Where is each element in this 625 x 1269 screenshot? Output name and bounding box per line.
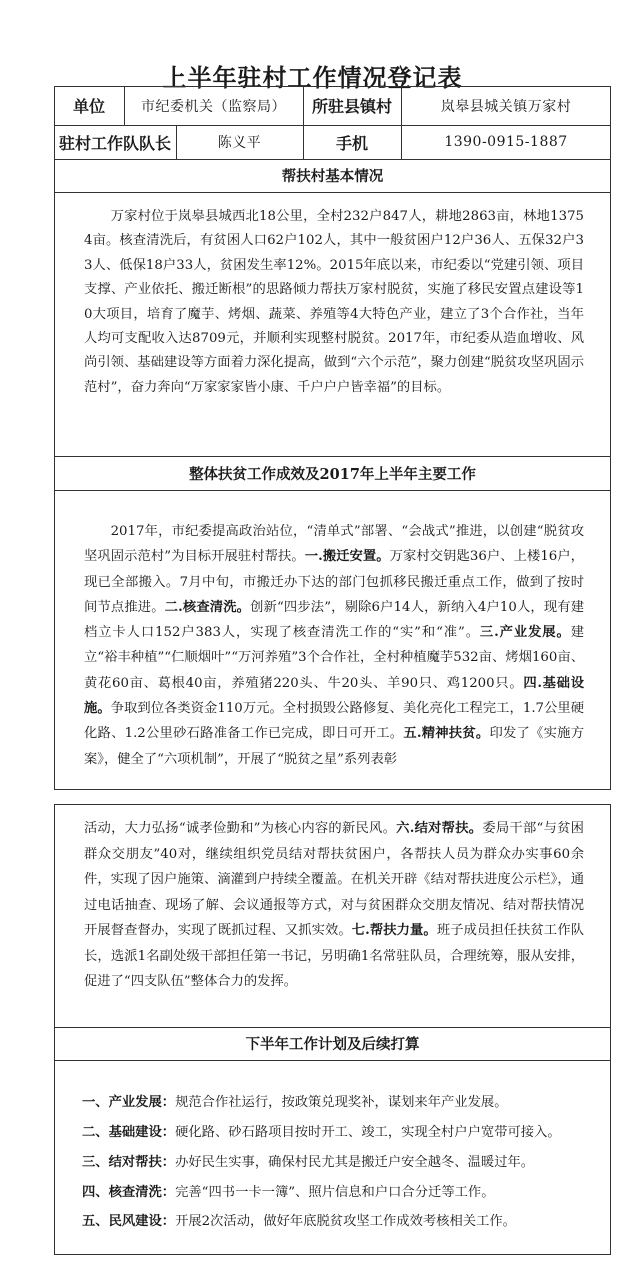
next-plan-item <box>82 1091 592 1110</box>
work-results-bold-heading: 三.产业发展。 <box>479 625 571 641</box>
village-label: 所驻县镇村 <box>311 97 392 116</box>
form-title: 上半年驻村工作情况登记表 <box>162 63 463 92</box>
next-plan-item-text: 硬化路、砂石路项目按时开工、竣工，实现全村户户宽带可接入。 <box>175 1125 561 1140</box>
work-results-text-run: 争取到位各类资金110万元。全村损毁公路修复、美化亮化工程完工，1.7公里硬化路、1.2公里砂石路准备工作已完成，即日可开工。 <box>84 701 585 742</box>
section-village-basics-heading: 帮扶村基本情况 <box>281 168 384 185</box>
next-plan-item <box>82 1210 592 1229</box>
work-results-bold-heading: 五.精神扶贫。 <box>403 726 490 742</box>
work-results-cont-text-run: 班子成员担任扶贫工作队长，选派1名副处级干部担任第一书记，另明确1名常驻队员，合理统筹，服从安排，促进了“四支队伍”整体合力的发挥。 <box>84 923 585 989</box>
work-results-text-run: 建立“裕丰种植”“仁顺烟叶”“万河养殖”3个合作社，全村种植魔芋532亩、烤烟160亩、黄花60亩、葛根40亩，养殖猪220头、牛20头、羊90只、鸡1200只。 <box>84 625 584 691</box>
team-leader-value: 陈义平 <box>217 135 262 151</box>
work-results-text-run: 创新“四步法”，剔除6户14人，新纳入4户10人，现有建档立卡人口152户383人，实现了核查清洗工作的“实”和“准”。 <box>84 599 585 641</box>
work-results-bold-heading: 四.基础设施。 <box>84 675 584 717</box>
next-plan-item-label: 四、核查清洗： <box>82 1185 176 1200</box>
phone-value: 1390-0915-1887 <box>444 134 568 150</box>
next-plan-item-label: 二、基础建设： <box>82 1125 176 1140</box>
village-value: 岚皋县城关镇万家村 <box>440 98 572 115</box>
work-results-cont-bold-heading: 七.帮扶力量。 <box>351 923 437 938</box>
work-results-bold-heading: 二.核查清洗。 <box>164 599 251 615</box>
work-results-cont-text-run: 活动，大力弘扬“诚孝俭勤和”为核心内容的新民风。 <box>84 821 397 836</box>
work-results-bold-heading: 一.搬迁安置。 <box>304 549 390 565</box>
next-plan-item <box>82 1181 592 1200</box>
unit-label: 单位 <box>72 97 105 116</box>
next-plan-item-text: 办好民生实事，确保村民尤其是搬迁户安全越冬、温暖过年。 <box>175 1155 535 1170</box>
work-results-text-run: 印发了《实施方案》，健全了“六项机制”，开展了“脱贫之星”系列表彰 <box>84 726 584 767</box>
section-village-basics-text: 万家村位于岚皋县城西北18公里，全村232户847人，耕地2863亩，林地13754亩。核查清洗后，有贫困人口62户102人，其中一般贫困户12户36人、五保32户33人、低保18户33人，贫困发生率12%。2015年底以来，市纪委以“党建引领、项目支撑、产业依托、搬迁断根”的思路倾力帮扶万家村脱贫，实施了移民安置点建设等10大项目，培育了魔芋、烤烟、蔬菜、养殖等4大特色产业，建立了3个合作社，当年人均可支配收入达8709元，并顺利实现整村脱贫。2017年，市纪委从造血增收、风尚引领、基础建设等方面着力深化提高，做到“六个示范”，聚力创建“脱贫攻坚巩固示范村”，奋力奔向“万家家家皆小康、千户户户皆幸福”的目标。 <box>84 209 584 395</box>
unit-value: 市纪委机关（监察局） <box>141 98 286 115</box>
phone-label: 手机 <box>335 133 368 153</box>
team-leader-label: 驻村工作队队长 <box>58 133 171 153</box>
section-work-results-heading: 整体扶贫工作成效及2017年上半年主要工作 <box>189 465 476 483</box>
next-plan-item-label: 五、民风建设： <box>82 1214 176 1229</box>
work-results-cont-text-run: 委局干部“与贫困群众交朋友”40对，继续组织党员结对帮扶贫困户，各帮扶人员为群众办实事60余件，实现了因户施策、滴灌到户持续全覆盖。在机关开辟《结对帮扶进度公示栏》，通过电话抽查、现场了解、会议通报等方式，对与贫困群众交朋友情况、结对帮扶情况开展督查督办，实现了既抓过程、又抓实效。 <box>84 821 584 938</box>
next-plan-item-text: 开展2次活动，做好年底脱贫攻坚工作成效考核相关工作。 <box>175 1214 516 1229</box>
section-work-results-text <box>84 519 584 772</box>
next-plan-item-label: 三、结对帮扶： <box>82 1155 176 1170</box>
section-next-plan-heading: 下半年工作计划及后续打算 <box>245 1036 420 1053</box>
section-work-results-continued-text <box>84 816 584 995</box>
work-results-text-run: 万家村交钥匙36户、上楼16户，现已全部搬入。7月中旬，市搬迁办下达的部门包抓移民搬迁重点工作，做到了按时间节点推进。 <box>84 549 584 615</box>
next-plan-item <box>82 1151 592 1170</box>
next-plan-item-text: 规范合作社运行，按政策兑现奖补，谋划来年产业发展。 <box>175 1095 508 1110</box>
next-plan-item-text: 完善“四书一卡一簿”、照片信息和户口合分迁等工作。 <box>175 1185 495 1200</box>
next-plan-item <box>82 1121 592 1140</box>
next-plan-item-label: 一、产业发展： <box>82 1095 176 1110</box>
work-results-cont-bold-heading: 六.结对帮扶。 <box>396 821 483 836</box>
work-results-text-run: 2017年，市纪委提高政治站位，“清单式”部署、“会战式”推进，以创建“脱贫攻坚巩固示范村”为目标开展驻村帮扶。 <box>84 524 584 565</box>
